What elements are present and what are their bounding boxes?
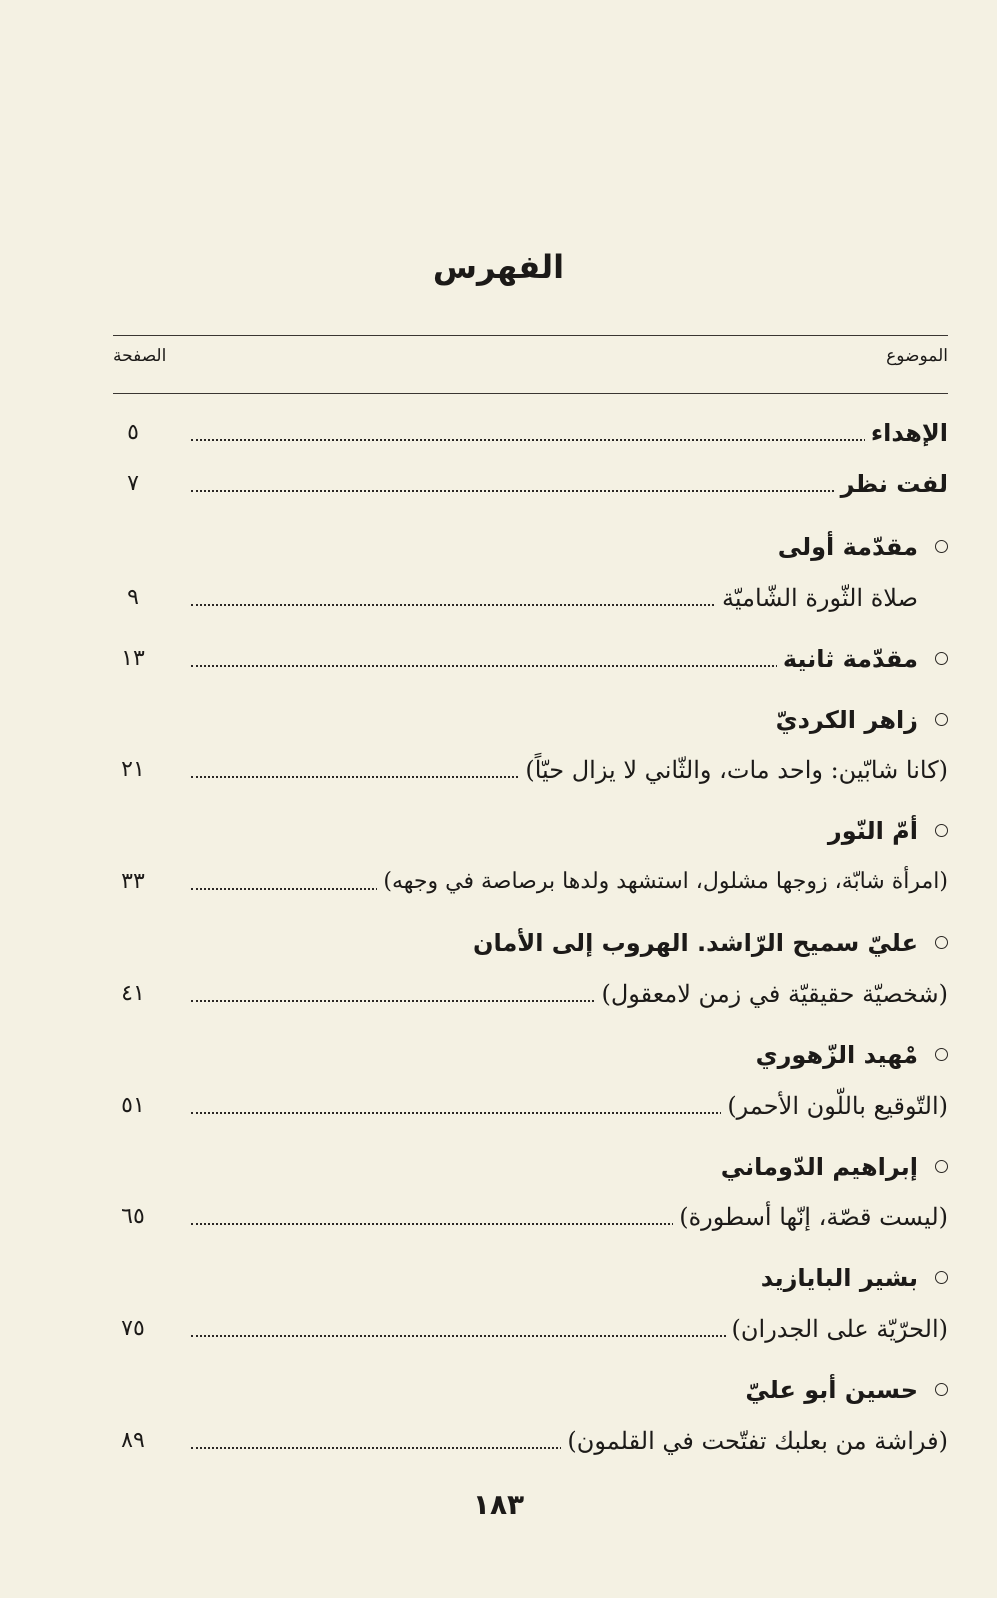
circle-bullet-icon [935,1160,948,1173]
toc-section-title: مقدّمة أولى [772,527,918,567]
circle-bullet-icon [935,1048,948,1061]
toc-entry[interactable] [113,1086,948,1126]
toc-entry-title: (التّوقيع باللّون الأحمر) [721,1086,948,1126]
toc-section-heading [113,923,948,963]
toc-section-title: أمّ النّور [822,811,918,851]
circle-bullet-icon [935,713,948,726]
toc-section-heading [113,1258,948,1298]
toc-section-title: زاهر الكرديّ [770,700,918,740]
circle-bullet-icon [935,936,948,949]
toc-entry[interactable] [113,974,948,1014]
toc-entry-title: (الحرّيّة على الجدران) [726,1309,948,1349]
toc-entry[interactable] [113,639,948,679]
toc-section-heading [113,527,948,567]
toc-entry-title: (ليست قصّة، إنّها أسطورة) [673,1197,948,1237]
toc-entry[interactable] [113,1421,948,1461]
toc-entry-page: ٨٩ [121,1428,145,1453]
toc-entry-title: (فراشة من بعلبك تفتّحت في القلمون) [561,1421,948,1461]
toc-section-title: حسين أبو عليّ [739,1370,918,1410]
toc-entry-page: ٥ [127,420,139,445]
toc-entry-page: ٣٣ [121,869,145,894]
toc-entry[interactable] [113,862,948,902]
circle-bullet-icon [935,652,948,665]
toc-entry-page: ٧٥ [121,1316,145,1341]
circle-bullet-icon [935,824,948,837]
toc-section-heading [113,1035,948,1075]
toc-entry-page: ١٣ [121,646,145,671]
column-header-page: الصفحة [113,346,167,366]
toc-entry-title: (كانا شابّين: واحد مات، والثّاني لا يزال حيّاً) [519,750,948,790]
toc-entry-note[interactable] [113,464,948,504]
toc-entry-page: ٦٥ [121,1204,145,1229]
dot-leader [191,490,918,492]
toc-section-title: بشير البايازيد [755,1258,918,1298]
toc-entry[interactable] [113,1309,948,1349]
toc-entry[interactable] [113,1197,948,1237]
column-header-subject: الموضوع [886,346,948,366]
toc-entry[interactable] [113,578,948,618]
header-top-rule [113,335,948,336]
page-number: ١٨٣ [472,1488,525,1521]
toc-entry[interactable] [113,750,948,790]
toc-entry-title: الإهداء [865,413,948,453]
toc-entry-dedication[interactable] [113,413,948,453]
header-bottom-rule [113,393,948,394]
toc-section-title: مْهيد الزّهوري [750,1035,918,1075]
dot-leader [191,439,918,441]
toc-entry-page: ٢١ [121,757,145,782]
toc-entry-page: ٥١ [121,1093,145,1118]
toc-section-heading [113,1147,948,1187]
circle-bullet-icon [935,540,948,553]
circle-bullet-icon [935,1383,948,1396]
toc-entry-page: ٤١ [121,981,145,1006]
toc-entry-title: لفت نظر [835,464,948,504]
toc-entry-page: ٧ [127,471,139,496]
toc-section-heading [113,811,948,851]
page-title: الفهرس [432,248,565,286]
toc-entry-title: مقدّمة ثانية [777,639,918,679]
circle-bullet-icon [935,1271,948,1284]
toc-entry-page: ٩ [127,585,139,610]
toc-section-title: إبراهيم الدّوماني [715,1147,918,1187]
toc-entry-title: صلاة الثّورة الشّاميّة [716,578,918,618]
toc-section-heading [113,700,948,740]
toc-entry-title: (امرأة شابّة، زوجها مشلول، استشهد ولدها برصاصة في وجهه) [377,862,948,902]
toc-section-title: عليّ سميح الرّاشد. الهروب إلى الأمان [467,923,918,963]
toc-section-heading [113,1370,948,1410]
toc-entry-title: (شخصيّة حقيقيّة في زمن لامعقول) [595,974,948,1014]
